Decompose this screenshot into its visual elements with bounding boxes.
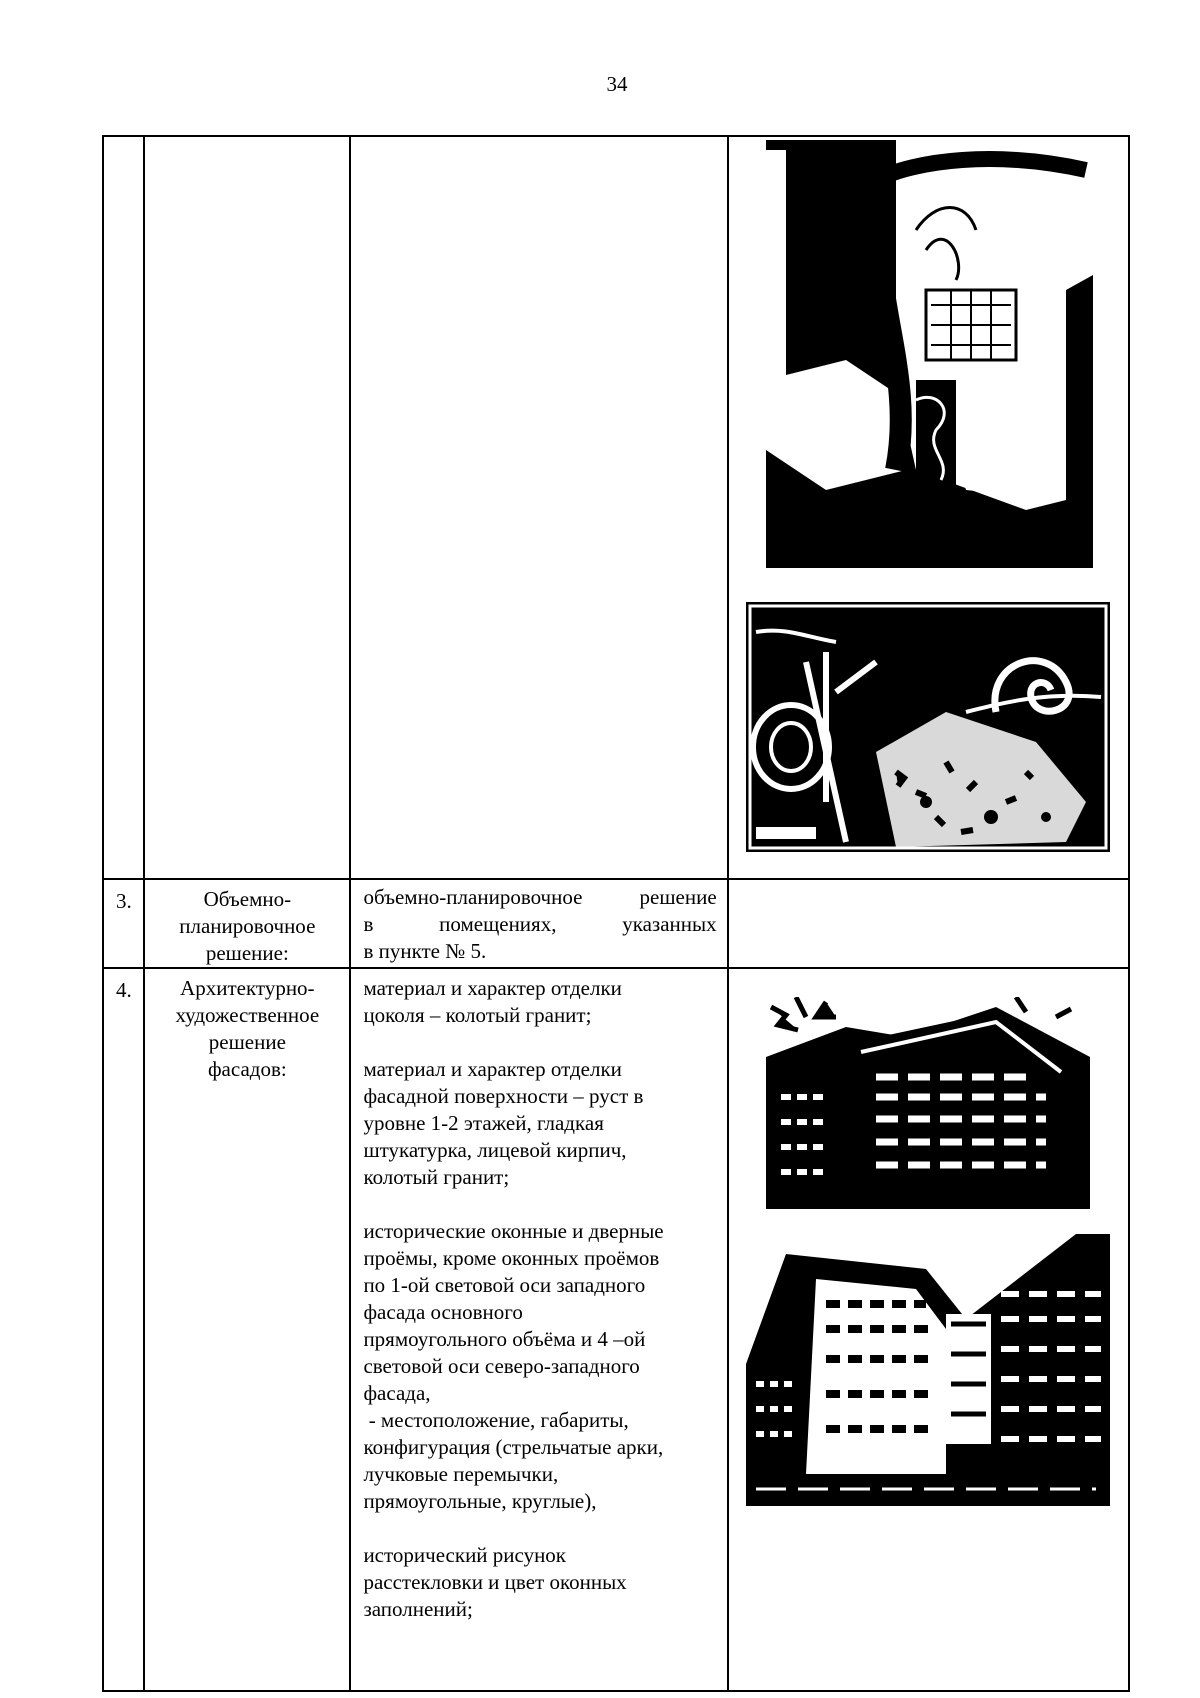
element-name-line: художественное (175, 1003, 320, 1027)
elements-table (102, 135, 1130, 1692)
cell-name (144, 136, 350, 879)
element-name-line: Объемно- (203, 887, 292, 911)
description-line: в помещениях, указанных (363, 912, 717, 936)
description-line: материал и характер отделки (363, 1057, 622, 1081)
description-line: лучковые перемычки, (363, 1462, 559, 1486)
cell-number (103, 136, 144, 879)
element-description (351, 969, 726, 1623)
cell-number (103, 968, 144, 1691)
description-line: прямоугольные, круглые), (363, 1489, 597, 1513)
cell-photos (728, 136, 1129, 879)
description-line: исторический рисунок (363, 1543, 567, 1567)
description-paragraph (363, 1056, 716, 1191)
description-paragraph (363, 884, 716, 965)
cell-name (144, 968, 350, 1691)
description-line: колотый гранит; (363, 1165, 510, 1189)
element-name (145, 969, 349, 1083)
description-line: исторические оконные и дверные (363, 1219, 664, 1243)
description-paragraph (363, 975, 716, 1029)
description-line: прямоугольного объёма и 4 –ой (363, 1327, 646, 1351)
description-line: материал и характер отделки (363, 976, 622, 1000)
description-line: расстекловки и цвет оконных (363, 1570, 627, 1594)
element-name-line: планировочное (179, 914, 316, 938)
cell-description (350, 136, 727, 879)
description-line: проёмы, кроме оконных проёмов (363, 1246, 660, 1270)
cell-description (350, 968, 727, 1691)
cell-description (350, 879, 727, 968)
photo-courtyard-facade (746, 1234, 1110, 1506)
table-row-continuation (103, 136, 1129, 879)
description-line: по 1-ой световой оси западного (363, 1273, 646, 1297)
cell-photos (728, 968, 1129, 1691)
description-line: цоколя – колотый гранит; (363, 1003, 592, 1027)
cell-photos (728, 879, 1129, 968)
description-line: фасадной поверхности – руст в (363, 1084, 644, 1108)
cell-number (103, 879, 144, 968)
photo-building-corner (766, 997, 1090, 1209)
description-line: фасада, (363, 1381, 431, 1405)
row-number: 4. (116, 978, 132, 1002)
description-line: в пункте № 5. (363, 939, 487, 963)
element-description (351, 880, 726, 965)
photo-lantern-detail (766, 140, 1093, 568)
description-line: уровне 1-2 этажей, гладкая (363, 1111, 604, 1135)
element-name-line: Архитектурно- (180, 976, 315, 1000)
element-name-line: решение: (205, 941, 289, 965)
description-paragraph (363, 1218, 716, 1515)
photo-canopy-scroll (746, 602, 1110, 852)
description-line: конфигурация (стрельчатые арки, (363, 1435, 664, 1459)
description-line: штукатурка, лицевой кирпич, (363, 1138, 627, 1162)
page-number: 34 (606, 72, 628, 96)
description-paragraph (363, 1542, 716, 1623)
element-name (145, 880, 349, 967)
description-line: световой оси северо-западного (363, 1354, 640, 1378)
element-name-line: фасадов: (207, 1057, 287, 1081)
description-line: фасада основного (363, 1300, 523, 1324)
element-name-line: решение (208, 1030, 286, 1054)
description-line: - местоположение, габариты, (363, 1408, 629, 1432)
table-row-4 (103, 968, 1129, 1691)
cell-name (144, 879, 350, 968)
table-row-3 (103, 879, 1129, 968)
description-line: заполнений; (363, 1597, 473, 1621)
description-line: объемно-планировочное решение (363, 885, 717, 909)
row-number: 3. (116, 889, 132, 913)
